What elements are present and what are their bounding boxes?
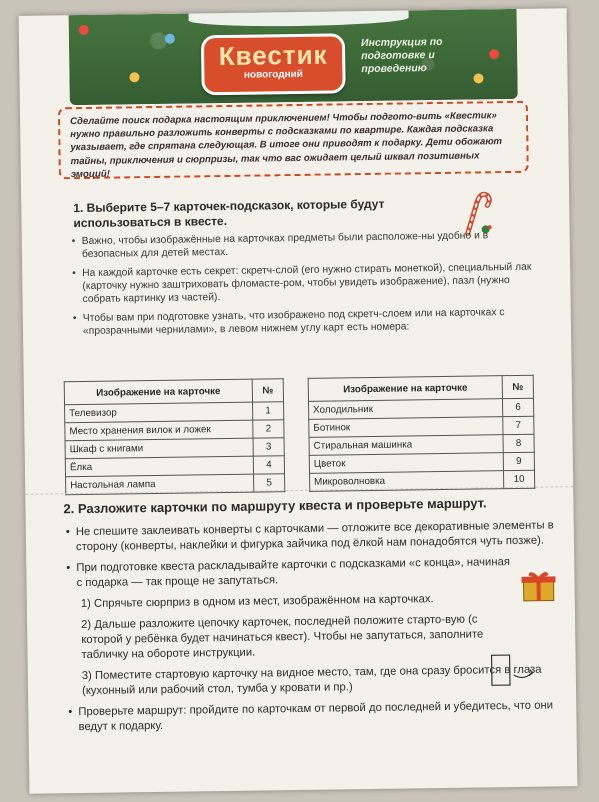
col-header-num: № bbox=[252, 379, 283, 402]
card-name: Настольная лампа bbox=[66, 474, 254, 495]
header-banner bbox=[69, 9, 518, 105]
logo-title: Квестик bbox=[218, 39, 328, 72]
card-num: 2 bbox=[253, 420, 284, 438]
card-flip-icon bbox=[490, 651, 539, 692]
card-num: 7 bbox=[503, 416, 534, 434]
card-name: Шкаф с книгами bbox=[65, 438, 253, 459]
card-num: 9 bbox=[503, 452, 534, 470]
intro-text: Сделайте поиск подарка настоящим приключением! Чтобы подгото-вить «Квестик» нужно правильно разложить конверты с подсказками по квартире. Каждая подсказка указывает, где спрятана следующая. В итоге они приводят к подарку. Дети обожают тайны, приключения и сюрпризы, так что вас ожидает целый шквал позитивных эмоций! bbox=[58, 101, 529, 180]
card-num: 10 bbox=[503, 470, 534, 488]
card-table-left bbox=[64, 378, 286, 495]
card-name: Ёлка bbox=[65, 456, 253, 477]
card-num: 6 bbox=[502, 398, 533, 416]
list-item: • Чтобы вам при подготовке узнать, что изображено под скретч-слоем или на карточках с «прозрачными чернилами», в левом нижнем углу карт есть номера: bbox=[73, 306, 543, 339]
section2-body bbox=[66, 518, 569, 741]
instruction-sheet bbox=[19, 8, 578, 794]
ornament-icon bbox=[79, 25, 89, 35]
list-item: • Не спешите заклеивать конверты с карточками — отложите все декоративные элементы в сторону (конверты, наклейки и фигурка зайчика под ёлкой нам понадобятся чуть позже). bbox=[66, 518, 566, 555]
table-header-row bbox=[64, 379, 283, 405]
ornament-icon bbox=[489, 49, 499, 59]
card-num: 8 bbox=[503, 434, 534, 452]
ornament-icon bbox=[165, 34, 175, 44]
col-header-image: Изображение на карточке bbox=[308, 376, 502, 402]
card-num: 3 bbox=[253, 438, 284, 456]
card-name: Холодильник bbox=[309, 399, 503, 420]
section2-title: 2. Разложите карточки по маршруту квеста и проверьте маршрут. bbox=[63, 495, 487, 517]
col-header-num: № bbox=[502, 375, 533, 398]
card-table-right bbox=[308, 375, 536, 492]
card-name: Стиральная машинка bbox=[309, 435, 503, 456]
list-item: • Проверьте маршрут: пройдите по карточкам от первой до последней и убедитесь, что они ведут к подарку. bbox=[68, 698, 568, 735]
table-header-row bbox=[308, 375, 533, 401]
section1-title: 1. Выберите 5–7 карточек-подсказок, которые будут использоваться в квесте. bbox=[73, 196, 385, 231]
card-name: Цветок bbox=[309, 453, 503, 474]
card-num: 1 bbox=[253, 402, 284, 420]
list-item: • Важно, чтобы изображённые на карточках предметы были расположе-ны удобно и в безопасных для детей местах. bbox=[72, 229, 542, 262]
list-item: • На каждой карточке есть секрет: скретч-слой (его нужно стирать монеткой), специальный лак (карточку нужно заштриховать фломасте-ром, чтобы увидеть изображение), пазл (нужно собрать картинку из частей). bbox=[72, 261, 542, 307]
step-item: 1) Спрячьте сюрприз в одном из мест, изображённом на карточках. bbox=[80, 593, 434, 611]
logo-subtitle: новогодний bbox=[243, 68, 304, 81]
card-name: Ботинок bbox=[309, 417, 503, 438]
card-num: 5 bbox=[254, 474, 285, 492]
col-header-image: Изображение на карточке bbox=[64, 379, 252, 405]
step-item: 2) Дальше разложите цепочку карточек, последней положите старто-вую (с которой у ребёнка будет начинаться квест). Чтобы не запутаться, заполните табличку на обороте инструкции. bbox=[81, 613, 484, 662]
card-num: 4 bbox=[253, 456, 284, 474]
section1-bullets bbox=[72, 229, 543, 345]
card-name: Телевизор bbox=[65, 402, 253, 423]
list-item: • При подготовке квеста раскладывайте карточки с подсказками «с конца», начиная с подарка — так проще не запутаться. bbox=[66, 554, 566, 591]
snow-decoration bbox=[189, 10, 409, 27]
header-subtitle: Инструкция по подготовке и проведению bbox=[360, 35, 443, 76]
ornament-icon bbox=[473, 73, 483, 83]
kvestik-logo bbox=[201, 33, 346, 95]
step-item: 3) Поместите стартовую карточку на видное место, там, где она сразу бросится в глаза (кухонный или рабочий стол, тумба у кровати и пр.) bbox=[81, 663, 542, 698]
card-name: Микроволновка bbox=[310, 471, 504, 492]
ornament-icon bbox=[129, 72, 139, 82]
card-name: Место хранения вилок и ложек bbox=[65, 420, 253, 441]
gift-icon bbox=[520, 568, 556, 602]
